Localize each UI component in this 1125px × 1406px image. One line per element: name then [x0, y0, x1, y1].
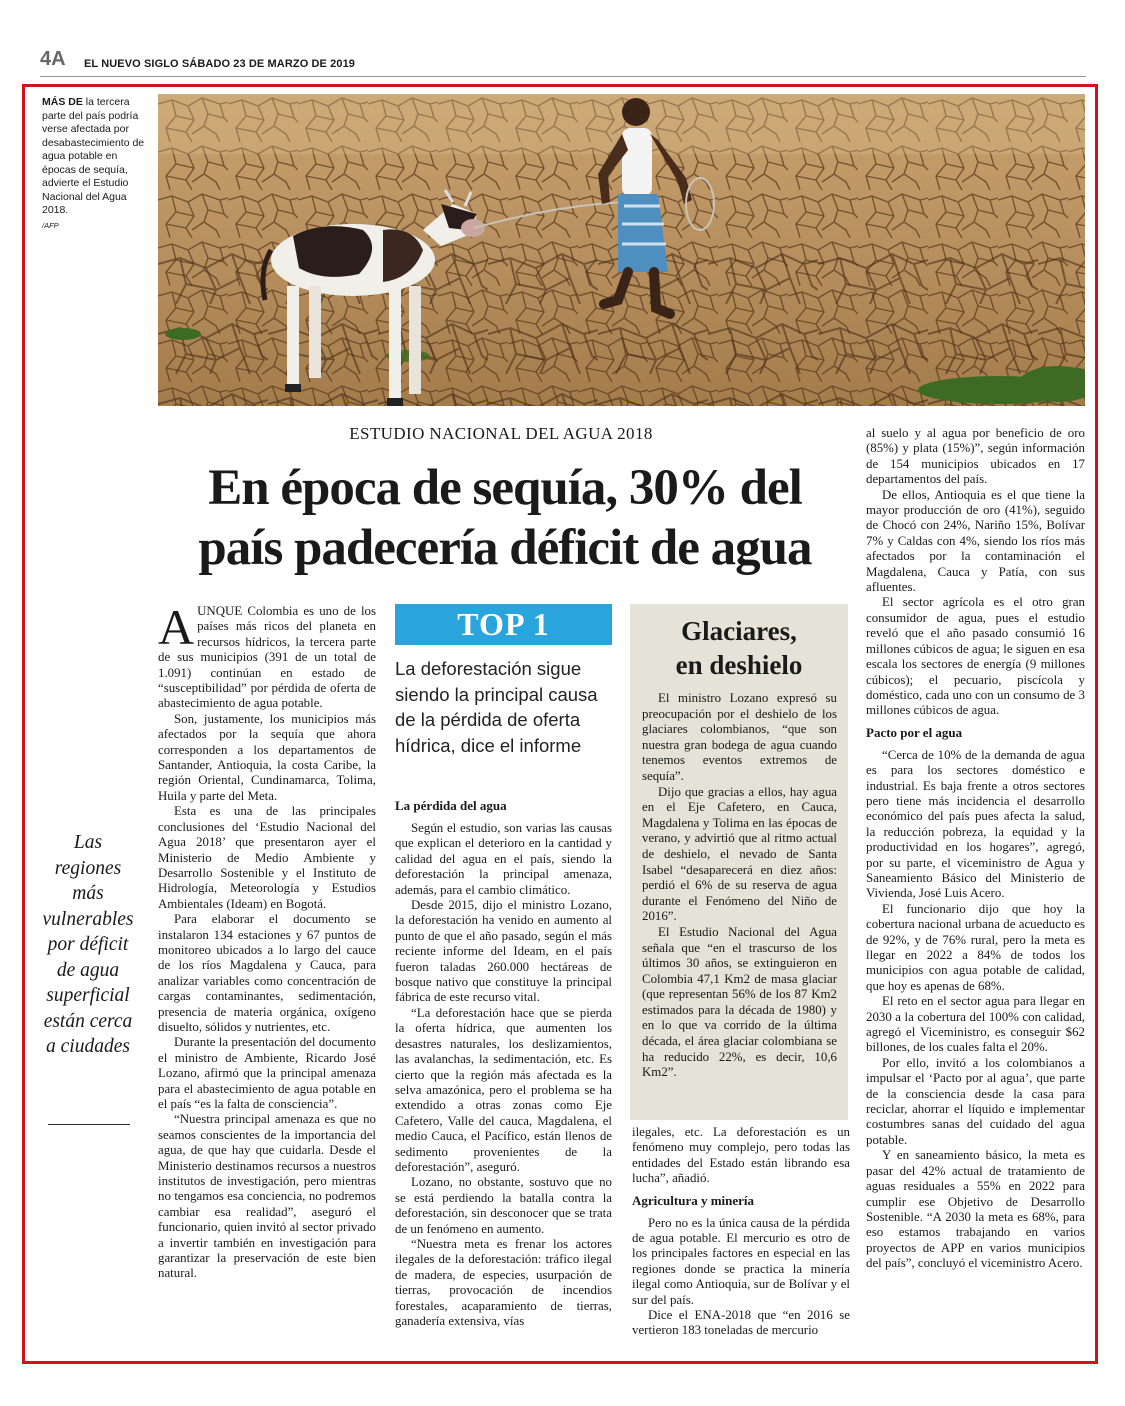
subhead-perdida: La pérdida del agua — [395, 798, 507, 813]
header-rule — [40, 76, 1086, 77]
body-paragraph: Para elaborar el documento se instalaron 134 estaciones y 67 puntos de monitoreo ubicados a lo largo del cauce de los ríos Magdalena y Cauca, para analizar variables como concentración de cargas contaminantes, sedimentación, presencia de materia orgánica, oxígeno disuelto, sólidos y nutrientes, etc. — [158, 912, 376, 1034]
body-paragraph: Lozano, no obstante, sostuvo que no se está perdiendo la batalla contra la deforestación, sin desconocer que se trata de un fenómeno en aumento. — [395, 1175, 612, 1236]
page-number: 4A — [40, 48, 66, 70]
glaciares-paragraph: El Estudio Nacional del Agua señala que “en el trascurso de los últimos 30 años, se extinguieron en Colombia 47,1 Km2 de masa glaciar (que representan 56% de los 87 Km2 estimados para la década de 1980) y en lo que va corrido de la última década, el área glaciar colombiana se ha reducido 22%, es decir, 10,6 Km2”. — [642, 924, 837, 1080]
photo-caption — [42, 96, 146, 232]
publication-date: SÁBADO 23 DE MARZO DE 2019 — [181, 58, 356, 70]
headline-line-1: En época de sequía, 30% del — [208, 460, 802, 516]
body-column-2 — [395, 792, 612, 1329]
body-paragraph-continued: ilegales, etc. La deforestación es un fenómeno muy complejo, pero todas las entidades del Estado están librando esa lucha”, añadió. — [632, 1125, 850, 1186]
body-paragraph: Y en saneamiento básico, la meta es pasar del 42% actual de tratamiento de aguas residuales a 55% en 2022 para cumplir ese Objetivo de Desarrollo Sostenible. “A 2030 la meta es 68%, para eso estamos trabajando en varios proyectos de APP en varios municipios del país”, concluyó el viceministro Acero. — [866, 1148, 1085, 1271]
body-column-3 — [632, 1125, 850, 1339]
photo-credit: /AFP — [42, 220, 59, 230]
headline-line-2: país padecería déficit de agua — [198, 520, 812, 576]
glaciares-title-line-2: en deshielo — [675, 650, 803, 680]
subhead-agricultura: Agricultura y minería — [632, 1192, 755, 1208]
lead-caps: UNQUE — [197, 604, 243, 618]
body-paragraph: El sector agrícola es el otro gran consumidor de agua, pues el estudio reveló que el año pasado consumió 16 millones cúbicos de agua; le siguen en esa escala los sectores de energía (9 millones cúbicos); el pecuario, piscícola y doméstico, cada uno con un consumo de 3 millones cúbicos de agua. — [866, 595, 1085, 718]
lead-text: Colombia es uno de los países más ricos del planeta en recursos hídricos, la tercera parte de sus municipios (391 de un total de 1.091) continúan en estado de “susceptibilidad” por pérdida de oferta de abastecimiento de agua potable. — [158, 604, 376, 711]
pull-quote: Las regiones más vulnerables por déficit de agua superficial están cerca a ciudades — [42, 832, 134, 1057]
subhead-pacto: Pacto por el agua — [866, 724, 963, 740]
body-paragraph: Desde 2015, dijo el ministro Lozano, la deforestación ha venido en aumento al punto de que el año pasado, según el más reciente informe del Ideam, en el país fueron taladas 260.000 hectáreas de bosque nativo que constituye la principal fábrica de este recurso vital. — [395, 898, 612, 1005]
body-paragraph: Esta es una de las principales conclusiones del ‘Estudio Nacional del Agua 2018’ que presentaron ayer el Ministerio de Medio Ambiente y Desarrollo Sostenible y el Instituto de Hidrología, Meteorología y Estudios Ambientales (Ideam) en Bogotá. — [158, 804, 376, 911]
body-paragraph: “Nuestra principal amenaza es que no seamos conscientes de la importancia del agua, de que hay que cuidarla. Desde el Ministerio destinamos recursos a nuestros institutos de investigación, pero mientras no tengamos esa conciencia, no podremos cambiar esa realidad”, aseguró el funcionario, quien invitó al sector privado a invertir también en investigación para garantizar la preservación de este bien natural. — [158, 1112, 376, 1281]
drop-cap: A — [158, 599, 195, 655]
body-column-4 — [866, 426, 1085, 1272]
drought-scene-illustration — [158, 94, 1085, 406]
body-paragraph: De ellos, Antioquia es el que tiene la mayor producción de oro (41%), seguido de Chocó con 24%, Nariño 15%, Bolívar 7% y Caldas con 4%, siendo los ríos más afectados por la contaminación el Magdalena, Cauca y Patía, con sus afluentes. — [866, 487, 1085, 595]
body-paragraph: Dice el ENA-2018 que “en 2016 se vertieron 183 toneladas de mercurio — [632, 1308, 850, 1338]
body-paragraph: Pero no es la única causa de la pérdida de agua potable. El mercurio es otro de los principales factores en especial en las regiones donde se practica la minería ilegal como Antioquia, sur de Bolívar y el sur del país. — [632, 1215, 850, 1307]
glaciares-title-line-1: Glaciares, — [681, 616, 797, 646]
body-paragraph: El reto en el sector agua para llegar en 2030 a la cobertura del 100% con calidad, agregó el Viceministro, es conseguir $62 billones, de los cuales falta el 20%. — [866, 994, 1085, 1055]
caption-lead: MÁS DE — [42, 96, 83, 108]
article-kicker: ESTUDIO NACIONAL DEL AGUA 2018 — [349, 424, 653, 443]
body-paragraph: “Cerca de 10% de la demanda de agua es para los sectores doméstico e industrial. Es baja frente a otros sectores pero tiene más incidencia el desarrollo económico del país pues afecta la salud, la reducción pobreza, la equidad y la productividad en los hogares”, agregó, por su parte, el viceministro de Agua y Saneamiento Básico del Ministerio de Vivienda, José Luis Acero. — [866, 747, 1085, 901]
drought-photo — [158, 94, 1085, 406]
glaciares-title — [630, 614, 848, 682]
top-1-banner: TOP 1 — [395, 604, 612, 645]
body-paragraph: Durante la presentación del documento el ministro de Ambiente, Ricardo José Lozano, afirmó que la principal amenaza para el abastecimiento de agua potable en el país “es la falta de consciencia”. — [158, 1035, 376, 1111]
body-paragraph: “La deforestación hace que se pierda la oferta hídrica, que aumenten los desastres naturales, los deslizamientos, las avalanchas, la sedimentación, etc. Es cierto que la región más afectada es la selva amazónica, pero el problema se ha extendido a otras zonas como Eje Cafetero, Valle del cauca, Magdalena, el medio Cauca, el Pacífico, están llenos de sedimento provenientes de la deforestación”, aseguró. — [395, 1005, 612, 1174]
body-paragraph: “Nuestra meta es frenar los actores ilegales de la deforestación: tráfico ilegal de madera, de especies, usurpación de tierras, provocación de incendios forestales, acaparamiento de tierras, ganadería extensiva, vías — [395, 1236, 612, 1328]
pull-quote-rule — [48, 1124, 130, 1125]
lead-paragraph — [158, 599, 376, 712]
body-paragraph: Por ello, invitó a los colombianos a impulsar el ‘Pacto por al agua’, que parte de la consciencia desde la casa para reciclar, ahorrar el líquido e implementar costumbres sanas del cuidado del agua potable. — [866, 1055, 1085, 1147]
body-paragraph: El funcionario dijo que hoy la cobertura nacional urbana de acueducto es de 92%, y de 76% rural, pero la meta es llegar en 2022 a 84% de todos los municipios con agua potable de calidad, que hoy es apenas de 68%. — [866, 901, 1085, 993]
glaciares-text — [642, 691, 837, 1081]
newspaper-name: EL NUEVO SIGLO — [84, 58, 179, 70]
glaciares-paragraph: El ministro Lozano expresó su preocupación por el deshielo de los glaciares colombianos, “que son nuestra gran bodega de agua cuando tenemos eventos extremos de sequía”. — [642, 691, 837, 783]
newspaper-dateline — [84, 58, 355, 70]
caption-text: la tercera parte del país podría verse afectada por desabastecimiento de agua potable en épocas de sequía, advierte el Estudio Nacional del Agua 2018. — [42, 96, 145, 216]
article-headline — [150, 458, 860, 578]
body-column-1 — [158, 599, 376, 1282]
body-paragraph: Son, justamente, los municipios más afectados por la sequía que ahora corresponden a los departamentos de Santander, Antioquia, la costa Caribe, la región Oriental, Cundinamarca, Tolima, Huila y parte del Meta. — [158, 711, 376, 803]
article-deck: La deforestación sigue siendo la principal causa de la pérdida de oferta hídrica, dice el informe — [395, 658, 598, 756]
body-paragraph-continued: al suelo y al agua por beneficio de oro (85%) y plata (15%)”, según información de 154 municipios ubicados en 17 departamentos del país. — [866, 426, 1085, 487]
body-paragraph: Según el estudio, son varias las causas que explican el deterioro en la cantidad y calidad del agua en el país, siendo la deforestación la principal amenaza, además, para el cambio climático. — [395, 821, 612, 897]
glaciares-paragraph: Dijo que gracias a ellos, hay agua en el Eje Cafetero, en Cauca, Magdalena y Tolima en las épocas de verano, y advirtió que al ritmo actual de deshielo, el nevado de Santa Isabel “desaparecerá en diez años: perdió el 6% de su reserva de agua durante el Fenómeno del Niño de 2016”. — [642, 784, 837, 924]
